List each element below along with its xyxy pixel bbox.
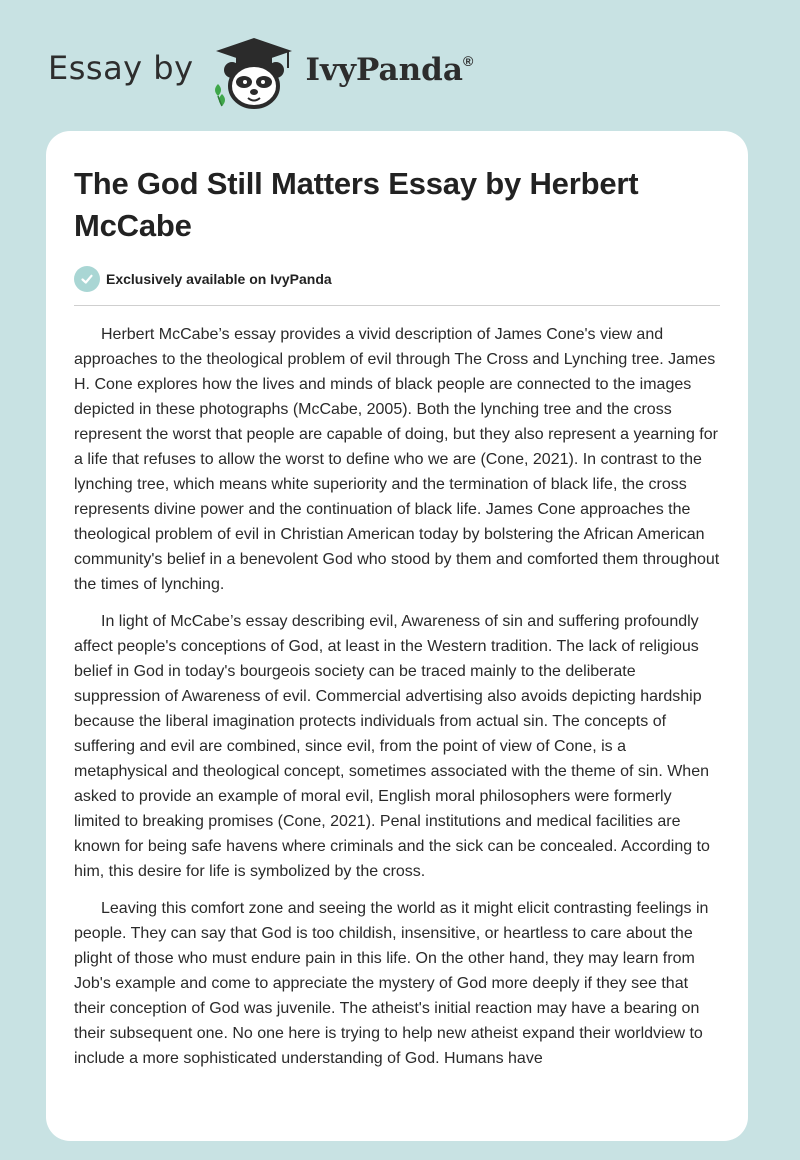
site-header: [48, 34, 548, 110]
ivypanda-logo-icon[interactable]: [208, 34, 300, 110]
exclusive-badge: [74, 265, 720, 293]
essay-card: [46, 131, 748, 1141]
check-circle-icon: [74, 266, 100, 292]
essay-body: [74, 322, 720, 1071]
paragraph: Herbert McCabe’s essay provides a vivid description of James Cone's view and approaches to the theological problem of evil through The Cross and Lynching tree. James H. Cone explores how the lives and minds of black people are connected to the images depicted in these photographs (McCabe, 2005). Both the lynching tree and the cross represent the worst that people are capable of doing, but they also represent a yearning for a life that refuses to allow the worst to define who we are (Cone, 2021). In contrast to the lynching tree, which means white superiority and the termination of black life, the cross represents divine power and the continuation of black life. James Cone approaches the theological problem of evil in Christian American today by bolstering the African American community's belief in a benevolent God who stood by them and comforted them throughout the times of lynching.: [74, 326, 720, 593]
essay-by-label: Essay by: [48, 49, 194, 87]
brand-name[interactable]: IvyPanda®: [305, 52, 474, 88]
paragraph: Leaving this comfort zone and seeing the world as it might elicit contrasting feelings in people. They can say that God is too childish, insensitive, or heartless to care about the plight of those who must endure pain in this life. On the other hand, they may learn from Job's example and come to appreciate the mystery of God more deeply if they see that their conception of God was juvenile. The atheist's initial reaction may have a bearing on their subsequent one. No one here is trying to help new atheist expand their worldview to include a more sophisticated understanding of God. Humans have: [74, 900, 709, 1067]
divider: [74, 305, 720, 306]
paragraph: In light of McCabe’s essay describing evil, Awareness of sin and suffering profoundly affect people's conceptions of God, at least in the Western tradition. The lack of religious belief in God in today's bourgeois society can be traced mainly to the deliberate suppression of Awareness of evil. Commercial advertising also avoids depicting hardship because the liberal imagination protects individuals from actual sin. The concepts of suffering and evil are combined, since evil, from the point of view of Cone, is a metaphysical and theological concept, sometimes associated with the theme of sin. When asked to provide an example of moral evil, English moral philosophers were formerly limited to breaking promises (Cone, 2021). Penal institutions and medical facilities are known for being safe havens where criminals and the sick can be concealed. According to him, this desire for life is symbolized by the cross.: [74, 613, 710, 880]
exclusive-label: Exclusively available on IvyPanda: [106, 271, 332, 287]
registered-mark: ®: [462, 53, 474, 69]
page-title: The God Still Matters Essay by Herbert McCabe: [74, 166, 639, 243]
